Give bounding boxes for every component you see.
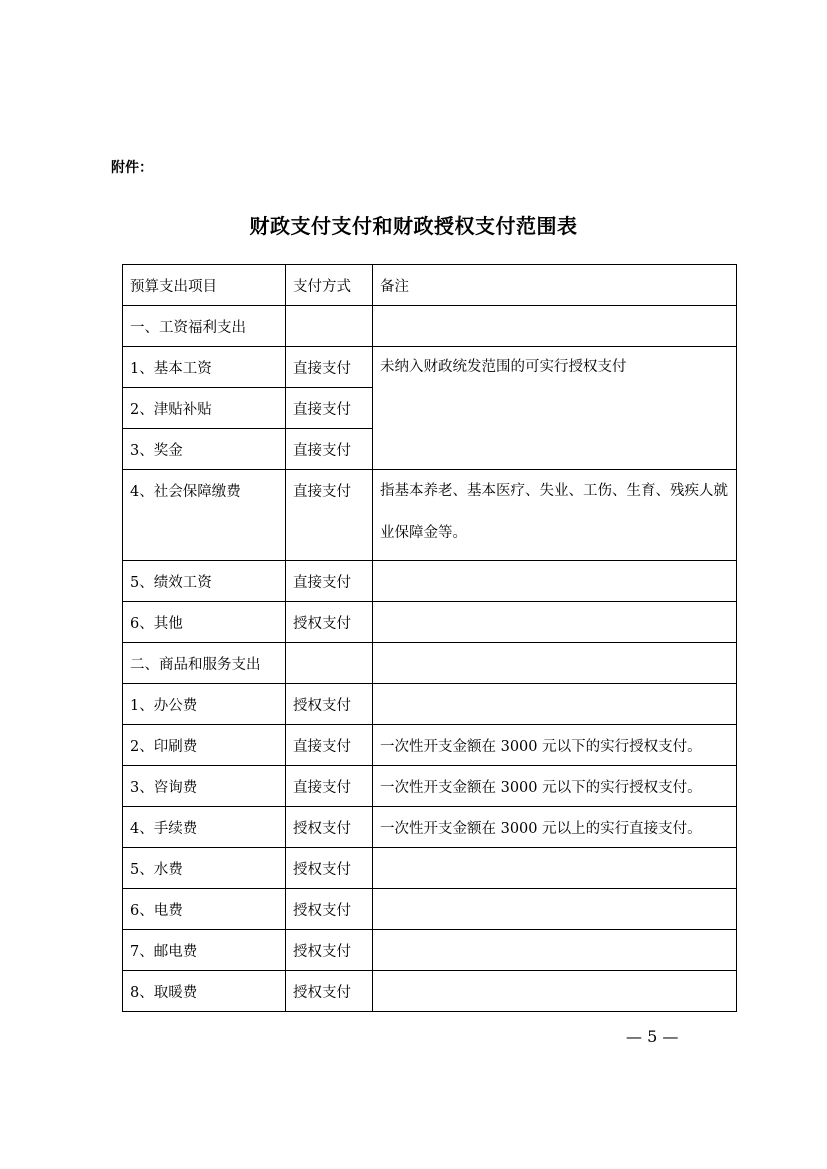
method-cell: 直接支付 — [286, 470, 373, 561]
table-row — [123, 930, 737, 971]
table-row — [123, 684, 737, 725]
note-cell — [373, 971, 737, 1012]
item-cell: 一、工资福利支出 — [123, 306, 286, 347]
note-cell — [373, 602, 737, 643]
method-cell: 授权支付 — [286, 602, 373, 643]
table-row — [123, 470, 737, 561]
table-row — [123, 347, 737, 388]
table-row — [123, 848, 737, 889]
item-cell: 7、邮电费 — [123, 930, 286, 971]
method-cell: 直接支付 — [286, 429, 373, 470]
table-row — [123, 889, 737, 930]
table-row — [123, 807, 737, 848]
item-cell: 4、社会保障缴费 — [123, 470, 286, 561]
table-header-row — [123, 265, 737, 306]
item-cell: 二、商品和服务支出 — [123, 643, 286, 684]
note-cell — [373, 848, 737, 889]
item-cell: 1、基本工资 — [123, 347, 286, 388]
item-cell: 3、咨询费 — [123, 766, 286, 807]
table-row — [123, 971, 737, 1012]
item-cell: 8、取暖费 — [123, 971, 286, 1012]
table-row — [123, 725, 737, 766]
header-cell-method: 支付方式 — [286, 265, 373, 306]
item-cell: 1、办公费 — [123, 684, 286, 725]
method-cell: 直接支付 — [286, 766, 373, 807]
table-row — [123, 602, 737, 643]
item-cell: 3、奖金 — [123, 429, 286, 470]
header-cell-note: 备注 — [373, 265, 737, 306]
method-cell: 直接支付 — [286, 388, 373, 429]
item-cell: 2、津贴补贴 — [123, 388, 286, 429]
note-cell: 一次性开支金额在 3000 元以上的实行直接支付。 — [373, 807, 737, 848]
item-cell: 5、水费 — [123, 848, 286, 889]
note-cell: 一次性开支金额在 3000 元以下的实行授权支付。 — [373, 766, 737, 807]
method-cell: 授权支付 — [286, 971, 373, 1012]
method-cell: 授权支付 — [286, 930, 373, 971]
table-row — [123, 643, 737, 684]
method-cell: 授权支付 — [286, 684, 373, 725]
table-row — [123, 766, 737, 807]
page-number: — 5 — — [626, 1027, 679, 1046]
item-cell: 2、印刷费 — [123, 725, 286, 766]
note-cell — [373, 684, 737, 725]
method-cell: 直接支付 — [286, 561, 373, 602]
table-row — [123, 561, 737, 602]
method-cell: 授权支付 — [286, 807, 373, 848]
item-cell: 5、绩效工资 — [123, 561, 286, 602]
note-cell: 一次性开支金额在 3000 元以下的实行授权支付。 — [373, 725, 737, 766]
method-cell: 直接支付 — [286, 347, 373, 388]
document-title: 财政支付支付和财政授权支付范围表 — [249, 214, 578, 238]
note-cell: 未纳入财政统发范围的可实行授权支付 — [373, 347, 737, 470]
method-cell: 直接支付 — [286, 725, 373, 766]
item-cell: 6、电费 — [123, 889, 286, 930]
method-cell: 授权支付 — [286, 889, 373, 930]
item-cell: 4、手续费 — [123, 807, 286, 848]
note-cell — [373, 930, 737, 971]
method-cell: 授权支付 — [286, 848, 373, 889]
attachment-label: 附件： — [111, 160, 153, 176]
note-cell — [373, 306, 737, 347]
note-cell: 指基本养老、基本医疗、失业、工伤、生育、残疾人就业保障金等。 — [373, 470, 737, 561]
method-cell — [286, 643, 373, 684]
note-cell — [373, 561, 737, 602]
item-cell: 6、其他 — [123, 602, 286, 643]
payment-scope-table — [122, 264, 737, 1012]
note-cell — [373, 889, 737, 930]
table-row — [123, 306, 737, 347]
note-cell — [373, 643, 737, 684]
method-cell — [286, 306, 373, 347]
header-cell-item: 预算支出项目 — [123, 265, 286, 306]
